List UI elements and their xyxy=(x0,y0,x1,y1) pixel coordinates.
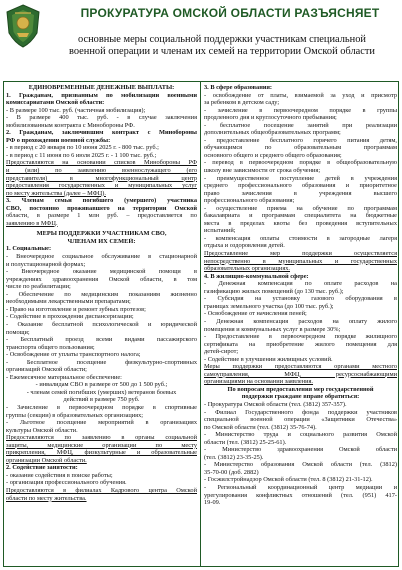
text-line: защиты, медицинские организации по месту xyxy=(6,441,197,449)
text-line: области, в размере 1 млн руб. – предоставляется по xyxy=(6,212,197,220)
text-line: места в пределах квоты без проведения вступительных xyxy=(204,219,397,227)
text-line: - Субсидия на установку газового оборудования в xyxy=(204,295,397,303)
text-line: МЕРЫ ПОДДЕРЖКИ УЧАСТНИКАМ СВО, xyxy=(36,230,167,238)
text-line: непосредственно в муниципальных и государственных xyxy=(204,257,397,265)
text-line: за ребенком в детском саду; xyxy=(204,99,280,107)
text-line: дополнительных общеобразовательных программ; xyxy=(204,129,341,137)
column-divider xyxy=(200,81,201,567)
page-subtitle xyxy=(44,34,400,58)
text-line: (тел. (3812) 23-35-25). xyxy=(204,453,264,461)
text-line: - Предоставление в первоочередном порядке жилищного xyxy=(204,333,397,341)
text-line: - в период с 11 июня по 6 июля 2025 г. - 1 100 тыс. руб.; xyxy=(6,151,157,159)
text-line: - Освобождение от начисления пеней; xyxy=(204,310,307,318)
text-line: По вопросам предоставления мер государственной xyxy=(227,385,374,393)
text-line: - Министерство здравоохранения Омской области xyxy=(204,446,397,454)
text-line: и (или) по заявлению военнослужащего (его xyxy=(6,167,197,175)
text-line: - В размере 100 тыс. руб. (частичная мобилизация); xyxy=(6,106,146,114)
text-line: 2. Содействие занятости: xyxy=(6,464,78,472)
text-line: школу вне зависимости от срока обучения; xyxy=(204,167,321,175)
text-line: мобилизованным контракта с Минобороны РФ. xyxy=(6,121,135,129)
text-line: организациями на основании заявления. xyxy=(204,378,314,386)
text-line: ЧЛЕНАМ ИХ СЕМЕЙ: xyxy=(67,237,136,245)
subtitle-line: основные меры социальной поддержки участникам специальной xyxy=(78,34,366,45)
text-line: - Оказание бесплатной психологической и юридической xyxy=(6,320,197,328)
text-line: области (тел. (3812) 25-25-61). xyxy=(204,438,287,446)
text-line: границах земельного участка (до 100 тыс. руб.); xyxy=(204,302,334,310)
text-line: - Содействие в улучшении жилищных условий. xyxy=(204,355,333,363)
text-line: 3. Членам семьи погибшего (умершего) участника xyxy=(6,197,197,205)
text-line: - перевод в первоочередном порядке в общеобразовательную xyxy=(204,159,397,167)
text-line: по месту жительства (далее – МФЦ). xyxy=(6,189,106,197)
text-line: прикрепления, МФЦ, физкультурные и образовательные xyxy=(6,449,197,457)
text-line: по Омской области (тел. (3812) 35-76-74). xyxy=(204,423,317,431)
text-line: 3. В сфере образования: xyxy=(204,84,273,91)
text-line: - оказание содействия в поиске работы; xyxy=(6,471,113,479)
text-line: поддержки граждане вправе обратиться: xyxy=(241,393,360,401)
text-line: - членам семей погибших (умерших) ветеранов боевых xyxy=(26,388,177,396)
text-line: право зачисления в учреждения высшего xyxy=(204,189,397,197)
text-line: организаций Омской области; xyxy=(6,366,87,374)
text-line: группы (секции) в образовательных организациях; xyxy=(6,411,144,419)
text-line: СВО, постоянно проживавшего на территории Омской xyxy=(6,204,197,212)
text-line: 19-09. xyxy=(204,499,221,507)
text-line: испытаний; xyxy=(204,227,236,235)
text-line: - организация профессионального обучения. xyxy=(6,479,127,487)
text-line: - в период с 20 января по 10 июня 2025 г. - 800 тыс. руб.; xyxy=(6,144,159,152)
text-line: помощи; xyxy=(6,328,30,336)
text-line: - Льготное посещение мероприятий в организациях xyxy=(6,419,197,427)
text-line: - Содействие в прохождении диспансеризации; xyxy=(6,313,134,321)
text-line: образовательных организациях. xyxy=(204,265,290,273)
text-line: и полустационарной формах; xyxy=(6,260,86,268)
text-line: урегулирования конфликтных отношений (тел. (951) 417- xyxy=(204,491,397,499)
header xyxy=(0,0,402,80)
text-line: - осуществление приема на обучение по программам xyxy=(204,204,397,212)
text-line: специальной военной операции «Защитники Отечества» xyxy=(204,416,397,424)
text-line: - Ежемесячное материальное обеспечение: xyxy=(6,373,122,381)
text-line: культуры Омской области. xyxy=(6,426,78,434)
text-line: действий в размере 750 руб. xyxy=(63,396,140,404)
text-line: учреждениях здравоохранения Омской области, в том xyxy=(6,275,197,283)
text-line: - Обеспечение по медицинским показаниям жизненно xyxy=(6,290,197,298)
text-line: Предоставляются в филиалах Кадрового центра Омской xyxy=(6,486,197,494)
text-line: предоставления государственных и муниципальных услуг xyxy=(6,182,197,190)
text-line: основного общего и среднего общего образования; xyxy=(204,151,342,159)
text-line: - освобождение от платы, взимаемой за уход и присмотр xyxy=(204,91,397,99)
page-title: ПРОКУРАТУРА ОМСКОЙ ОБЛАСТИ РАЗЪЯСНЯЕТ xyxy=(80,6,380,20)
text-line: - Освобождение от уплаты транспортного налога; xyxy=(6,351,141,359)
text-line: - Министерство труда и социального развития Омской xyxy=(204,431,397,439)
text-line: сертификата на приобретение жилого помещения для xyxy=(204,340,397,348)
text-line: детей-сирот; xyxy=(204,348,239,356)
text-line: Предоставление мер поддержки осуществляется xyxy=(204,250,397,258)
text-line: - Бесплатный проезд всеми видами пассажирского xyxy=(6,336,197,344)
text-line: самоуправления, МФЦ, ресурсоснабжающими xyxy=(204,370,397,378)
text-line: - Денежная компенсация расходов на оплату жилого xyxy=(204,317,397,325)
text-line: помещения и коммунальных услуг в размере 30%; xyxy=(204,325,341,333)
text-line: отдыха и оздоровления детей. xyxy=(204,242,285,250)
text-line: - инвалидам СВО в размере от 500 до 1 500 руб.; xyxy=(35,381,168,389)
text-line: 4. В жилищно-коммунальной сфере: xyxy=(204,272,309,280)
text-line: Предоставляются по заявлению в органы социальной xyxy=(6,434,197,442)
text-line: - Внеочередное социальное обслуживание в стационарной xyxy=(6,253,197,261)
text-line: заявлению в МФЦ. xyxy=(6,219,58,227)
text-line: среднего профессионального образования и приоритетное xyxy=(204,182,397,190)
text-line: - преимущественное поступление детей в учреждения xyxy=(204,174,397,182)
text-line: продленного дня и круглосуточного пребывания; xyxy=(204,114,337,122)
right-column xyxy=(204,84,397,507)
text-line: Предоставляются на основании списков Минобороны РФ xyxy=(6,159,197,167)
prosecutor-emblem-icon xyxy=(3,3,43,49)
text-line: Меры поддержки предоставляются органами местного xyxy=(204,363,397,371)
text-line: - Филиал Государственного фонда поддержки участников xyxy=(204,408,397,416)
text-line: организации Омской области. xyxy=(6,456,87,464)
text-line: - Зачисление в первоочередном порядке в спортивные xyxy=(6,403,197,411)
text-line: - Госжилстройнадзор Омской области (тел. 8 (3812) 21-31-12). xyxy=(204,476,373,484)
text-line: обучающимся по образовательным программам xyxy=(204,144,397,152)
text-line: 2. Гражданам, заключившим контракт с Минобороны xyxy=(6,129,197,137)
text-line: - предоставление бесплатного горячего питания детям, xyxy=(204,136,397,144)
text-line: - Прокуратура Омской области (тел. (3812) 357-357). xyxy=(204,400,347,408)
text-line: профессионального образования; xyxy=(204,197,295,205)
text-line: - В размере 400 тыс. руб. - в случае заключения xyxy=(6,114,197,122)
text-line: 35-70-00 (доб. 2882) xyxy=(204,468,259,476)
text-line: - Бесплатное посещение физкультурно-спортивных xyxy=(6,358,197,366)
text-line: - зачисление в первоочередном порядке в группы xyxy=(204,106,397,114)
text-line: представителя) в многофункциональный центр xyxy=(6,174,197,182)
subtitle-line: военной операции и членам их семей на территории Омской области xyxy=(69,46,375,57)
text-line: числе по реабилитации; xyxy=(6,283,71,291)
text-line: РФ о прохождении военной службы: xyxy=(6,136,111,144)
text-line: 1. Социальные: xyxy=(6,245,52,253)
left-column xyxy=(6,84,197,502)
text-line: - Внеочередное оказание медицинской помощи в xyxy=(6,268,197,276)
text-line: области по месту жительства. xyxy=(6,494,87,502)
text-line: газификацию жилых помещений (до 130 тыс. руб.); xyxy=(204,287,344,295)
text-line: - компенсация оплаты стоимости в загородные лагеря xyxy=(204,234,397,242)
text-line: - бесплатное посещение занятий при реализации xyxy=(204,121,397,129)
text-line: бакалавриата и программам специалитета на бюджетные xyxy=(204,212,397,220)
text-line: - Денежная компенсация по оплате расходов на xyxy=(204,280,397,288)
text-line: ЕДИНОВРЕМЕННЫЕ ДЕНЕЖНЫЕ ВЫПЛАТЫ: xyxy=(28,84,175,91)
text-line: комиссариатами Омской области: xyxy=(6,99,105,107)
text-line: - Региональный координационный центр медиации и xyxy=(204,483,397,491)
text-line: - Право на изготовление и ремонт зубных протезов; xyxy=(6,305,146,313)
text-line: 1. Гражданам, призванным по мобилизации военными xyxy=(6,91,197,99)
text-line: транспорта общего пользования; xyxy=(6,343,95,351)
text-line: необходимыми лекарственными препаратами; xyxy=(6,298,131,306)
text-line: - Министерство образования Омской области (тел. (3812) xyxy=(204,461,397,469)
